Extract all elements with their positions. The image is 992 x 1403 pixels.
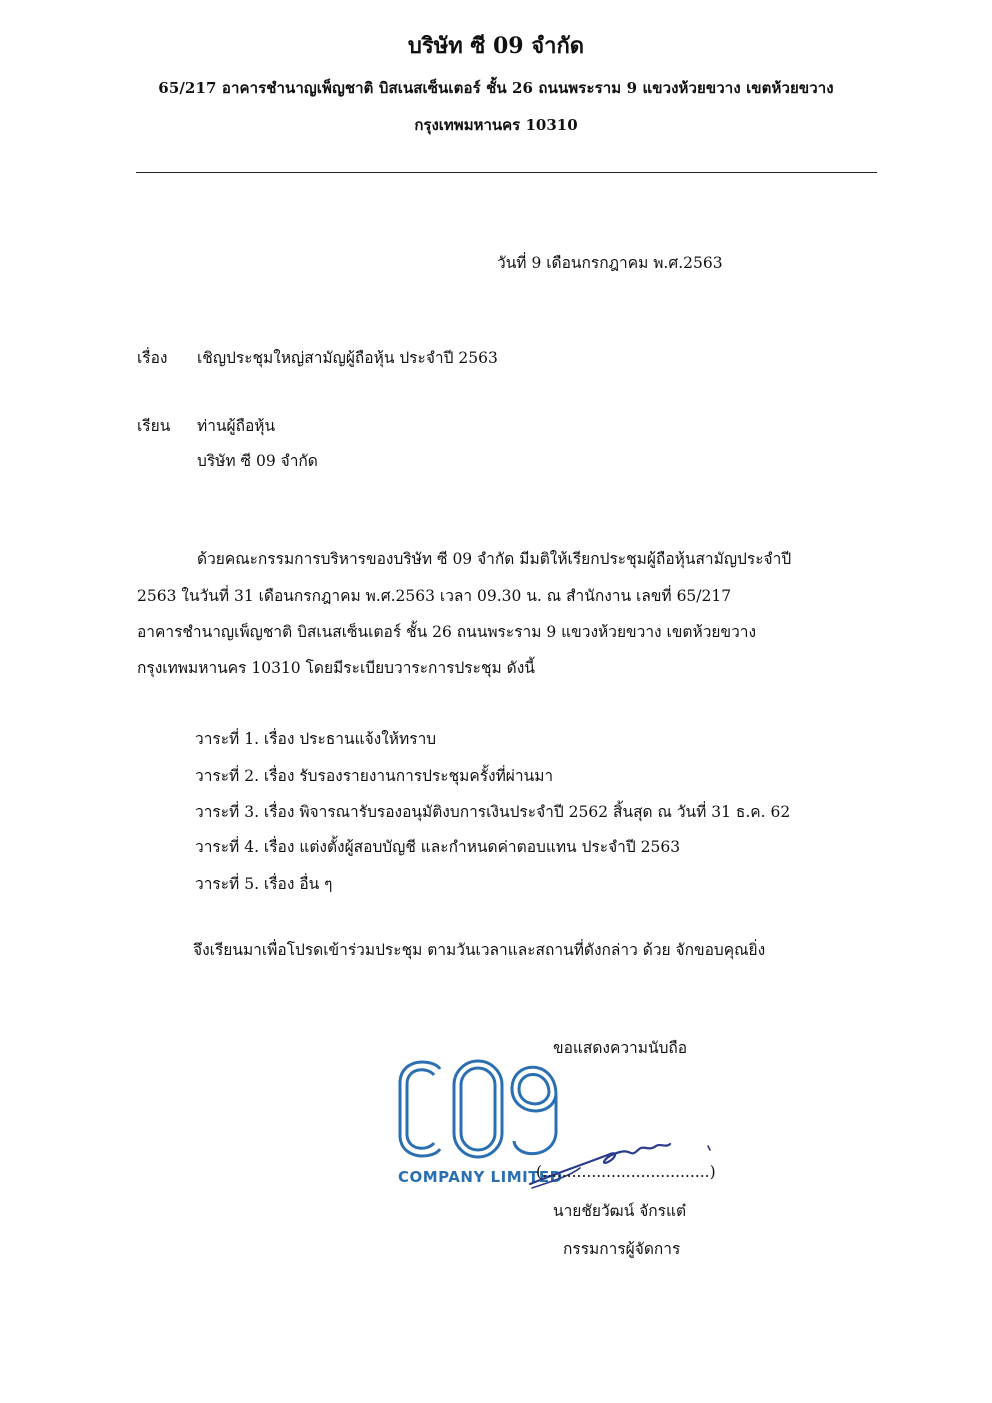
agenda-item: วาระที่ 5. เรื่อง อื่น ๆ [195, 875, 333, 893]
company-address-line1: 65/217 อาคารชำนาญเพ็ญชาติ บิสเนสเซ็นเตอร์ ชั้น 26 ถนนพระราม 9 แขวงห้วยขวาง เขตห้วยขวาง [158, 79, 834, 97]
company-address-line2: กรุงเทพมหานคร 10310 [414, 116, 578, 134]
closing-text: จึงเรียนมาเพื่อโปรดเข้าร่วมประชุม ตามวันเวลาและสถานที่ดังกล่าว ด้วย จักขอบคุณยิ่ง [193, 941, 766, 959]
company-name: บริษัท ซี 09 จำกัด [407, 33, 585, 59]
body-line: 2563 ในวันที่ 31 เดือนกรกฎาคม พ.ศ.2563 เวลา 09.30 น. ณ สำนักงาน เลขที่ 65/217 [137, 587, 732, 605]
signature-line: (..................................) [536, 1163, 716, 1181]
agenda-item: วาระที่ 1. เรื่อง ประธานแจ้งให้ทราบ [195, 730, 437, 748]
header-divider [136, 172, 877, 173]
agenda-item: วาระที่ 4. เรื่อง แต่งตั้งผู้สอบบัญชี และกำหนดค่าตอบแทน ประจำปี 2563 [195, 838, 681, 856]
body-line: อาคารชำนาญเพ็ญชาติ บิสเนสเซ็นเตอร์ ชั้น 26 ถนนพระราม 9 แขวงห้วยขวาง เขตห้วยขวาง [137, 623, 757, 641]
agenda-item: วาระที่ 3. เรื่อง พิจารณารับรองอนุมัติงบการเงินประจำปี 2562 สิ้นสุด ณ วันที่ 31 ธ.ค. 62 [195, 803, 791, 821]
regards-text: ขอแสดงความนับถือ [553, 1039, 688, 1057]
body-line: ด้วยคณะกรรมการบริหารของบริษัท ซี 09 จำกัด มีมติให้เรียกประชุมผู้ถือหุ้นสามัญประจำปี [197, 550, 792, 568]
letter-date: วันที่ 9 เดือนกรกฎาคม พ.ศ.2563 [497, 254, 723, 272]
signer-name: นายชัยวัฒน์ จักรแต๋ [553, 1202, 687, 1220]
company-stamp-subtext: COMPANY LIMITED [398, 1168, 563, 1186]
recipient-line2: บริษัท ซี 09 จำกัด [197, 452, 318, 470]
subject-label: เรื่อง [137, 349, 168, 367]
body-line: กรุงเทพมหานคร 10310 โดยมีระเบียบวาระการประชุม ดังนี้ [137, 659, 535, 677]
agenda-item: วาระที่ 2. เรื่อง รับรองรายงานการประชุมครั้งที่ผ่านมา [195, 767, 554, 785]
recipient-line1: ท่านผู้ถือหุ้น [197, 417, 276, 435]
recipient-label: เรียน [137, 417, 171, 435]
subject-text: เชิญประชุมใหญ่สามัญผู้ถือหุ้น ประจำปี 2563 [197, 349, 498, 367]
signer-title: กรรมการผู้จัดการ [563, 1240, 681, 1258]
